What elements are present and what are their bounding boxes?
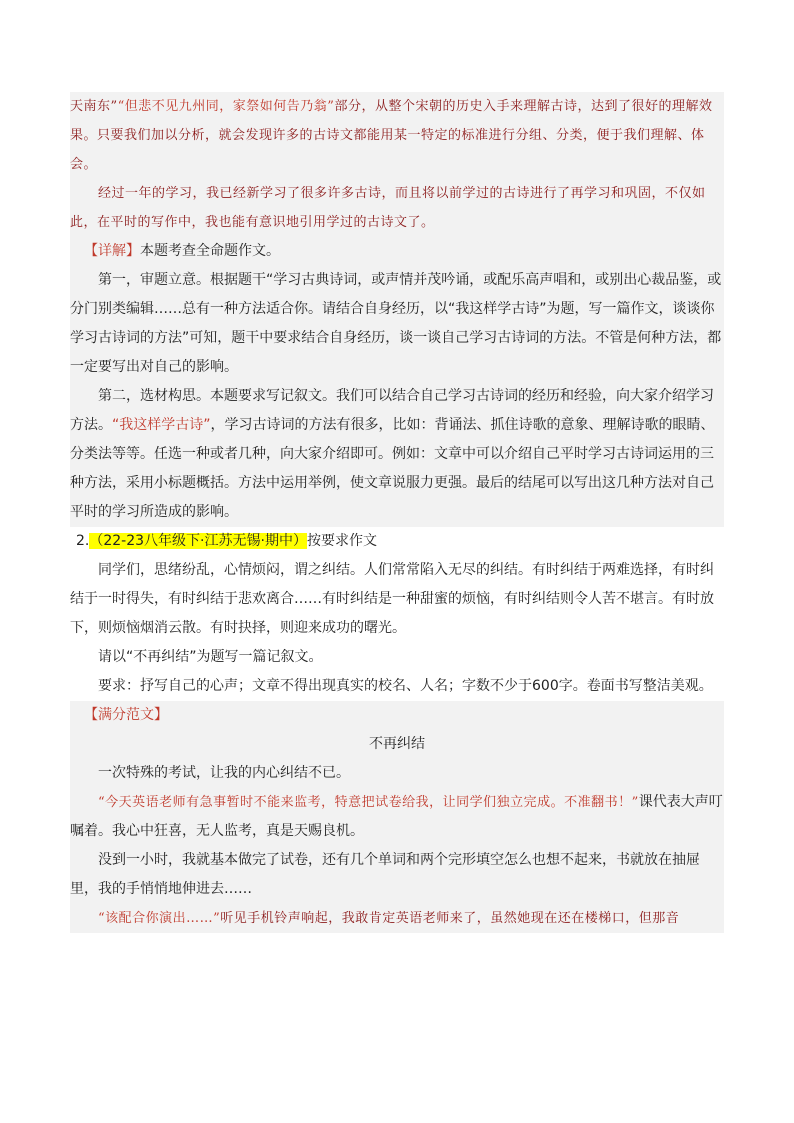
topic-quote: “我这样学古诗” bbox=[112, 417, 211, 433]
answer-block bbox=[70, 92, 724, 527]
model-essay-p4: “该配合你演出……”听见手机铃声响起，我敢肯定英语老师来了，虽然她现在还在楼梯口，但那音 bbox=[98, 911, 680, 926]
essay-paragraph-1: 天南东”“但悲不见九州同，家祭如何告乃翁”部分，从整个宋朝的历史入手来理解古诗，达到了很好的理解效果。只要我们加以分析，就会发现许多的古诗文都能用某一特定的标准进行分组、分类，便于我们理解、体会。 bbox=[70, 99, 713, 172]
detail-section: 【详解】本题考查全命题作文。 bbox=[84, 243, 280, 259]
detail-label: 【详解】 bbox=[84, 243, 140, 259]
question-requirements: 要求：抒写自己的心声；文章不得出现真实的校名、人名；字数不少于600字。卷面书写整洁美观。 bbox=[98, 678, 713, 694]
question-heading bbox=[70, 527, 724, 556]
model-essay-title: 不再纠结 bbox=[369, 736, 425, 752]
essay-paragraph-2: 经过一年的学习，我已经新学习了很多许多古诗，而且将以前学过的古诗进行了再学习和巩固，不仅如此，在平时的写作中，我也能有意识地引用学过的古诗文了。 bbox=[70, 186, 706, 230]
ringtone-quote: “该配合你演出……” bbox=[98, 911, 221, 926]
question-source: （22-23八年级下·江苏无锡·期中） bbox=[89, 533, 307, 549]
model-essay-block bbox=[70, 701, 724, 933]
question-number: 2. bbox=[76, 533, 90, 549]
question-2 bbox=[70, 527, 724, 701]
question-prompt: 同学们，思绪纷乱，心情烦闷，谓之纠结。人们常常陷入无尽的纠结。有时纠结于两难选择，有时纠结于一时得失，有时纠结于悲欢离合……有时纠结是一种甜蜜的烦恼，有时纠结则令人苦不堪言。有时放下，则烦恼烟消云散。有时抉择，则迎来成功的曙光。 bbox=[70, 562, 714, 636]
dialogue-quote: “今天英语老师有急事暂时不能来监考，特意把试卷给我，让同学们独立完成。不准翻书！” bbox=[98, 795, 639, 810]
model-essay-label: 【满分范文】 bbox=[84, 707, 168, 723]
page-content bbox=[70, 92, 724, 933]
analysis-first: 第一，审题立意。根据题干“学习古典诗词，或声情并茂吟诵，或配乐高声唱和，或别出心裁品鉴，或分门别类编辑……总有一种方法适合你。请结合自身经历，以“我这样学古诗”为题，写一篇作文，谈谈你学习古诗词的方法”可知，题干中要求结合自身经历，谈一谈自己学习古诗词的方法。不管是何种方法，都一定要写出对自己的影响。 bbox=[70, 272, 722, 375]
question-task: 请以“不再纠结”为题写一篇记叙文。 bbox=[98, 649, 323, 665]
model-essay-p2: “今天英语老师有急事暂时不能来监考，特意把试卷给我，让同学们独立完成。不准翻书！”课代表大声叮嘱着。我心中狂喜，无人监考，真是天赐良机。 bbox=[70, 794, 723, 839]
model-essay-p1: 一次特殊的考试，让我的内心纠结不已。 bbox=[98, 765, 350, 781]
analysis-second: 第二，选材构思。本题要求写记叙文。我们可以结合自己学习古诗词的经历和经验，向大家介绍学习方法。“我这样学古诗”，学习古诗词的方法有很多，比如：背诵法、抓住诗歌的意象、理解诗歌的眼睛、分类法等等。任选一种或者几种，向大家介绍即可。例如：文章中可以介绍自己平时学习古诗词运用的三种方法，采用小标题概括。方法中运用举例，使文章说服力更强。最后的结尾可以写出这几种方法对自己平时的学习所造成的影响。 bbox=[70, 388, 715, 520]
model-essay-p3: 没到一小时，我就基本做完了试卷，还有几个单词和两个完形填空怎么也想不起来，书就放在抽屉里，我的手悄悄地伸进去…… bbox=[70, 852, 700, 897]
question-instruction: 按要求作文 bbox=[306, 533, 377, 549]
poem-quote: “但悲不见九州同，家祭如何告乃翁” bbox=[117, 99, 335, 114]
